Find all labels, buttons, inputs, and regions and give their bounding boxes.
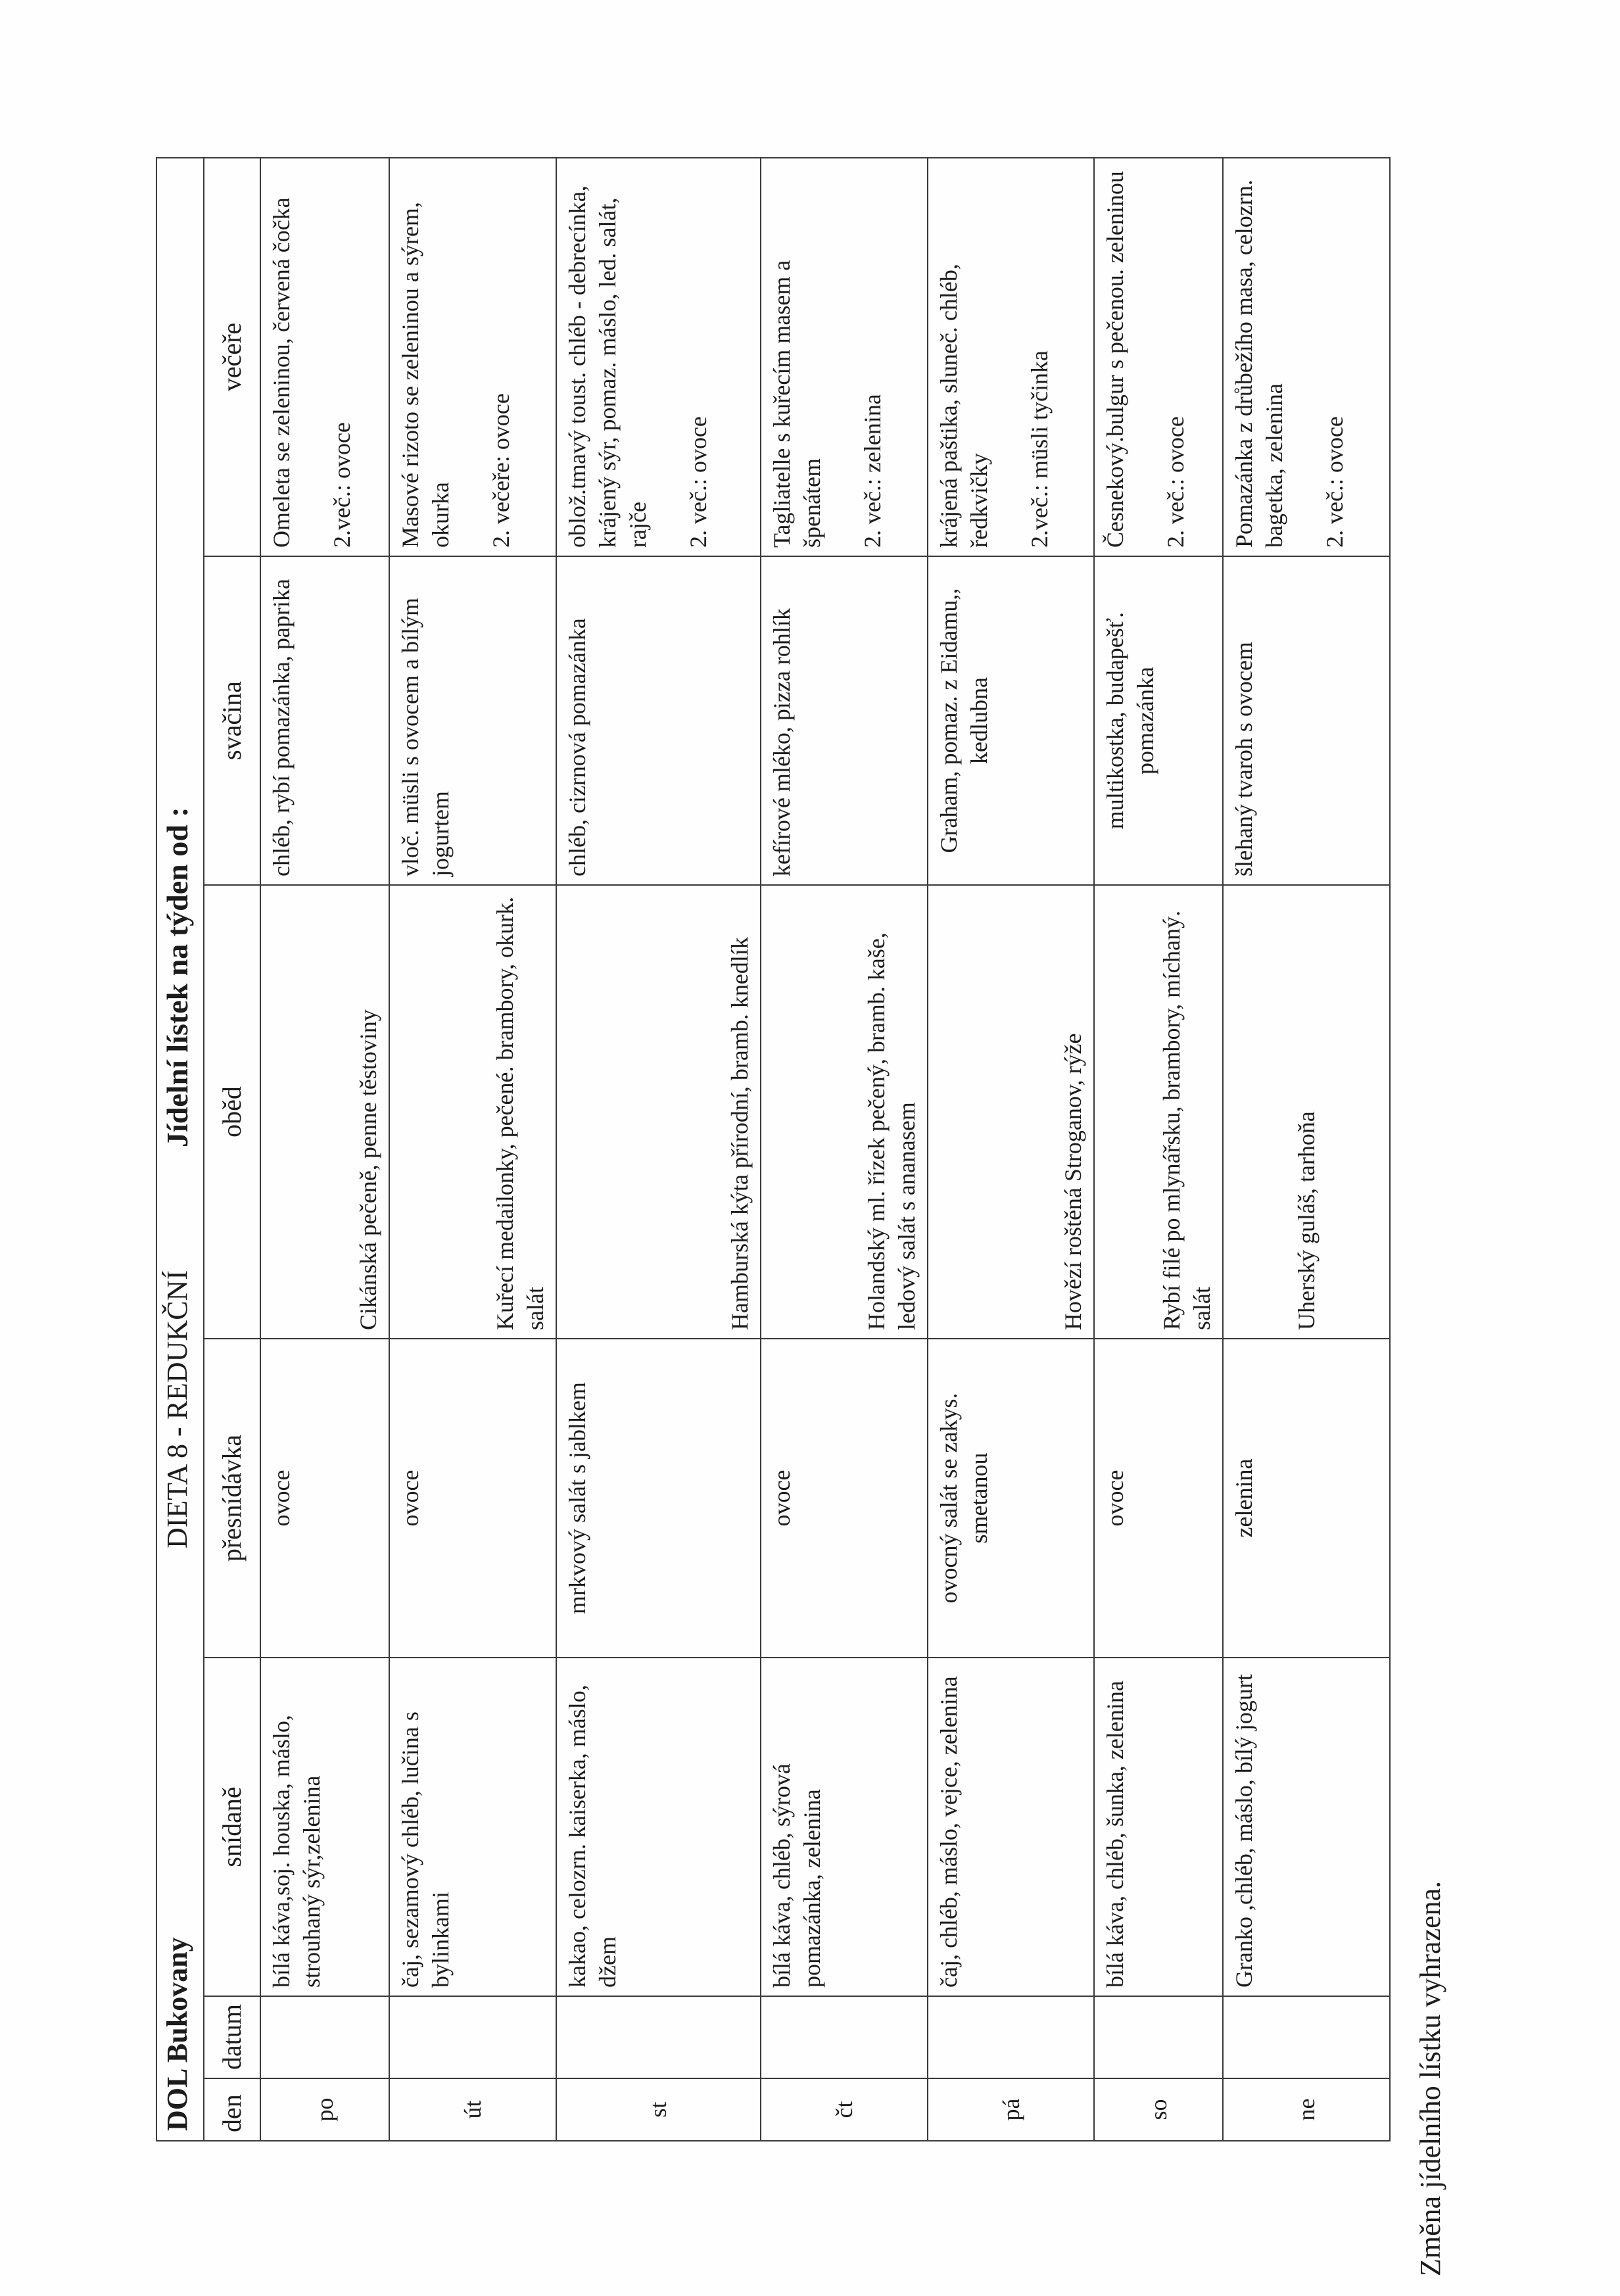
date-cell [1094, 1996, 1223, 2078]
dinner-cell [389, 158, 556, 556]
col-header-day: den [204, 2078, 260, 2141]
second-dinner: 2.več.: ovoce [329, 422, 355, 548]
dinner-main: Pomazánka z drůbežího masa, celozrn. bagetka, zelenina [1231, 179, 1288, 548]
second-dinner: 2. več.: zelenina [859, 394, 886, 548]
date-cell [556, 1996, 761, 2078]
table-row [928, 158, 1095, 2141]
breakfast-cell: bílá káva, chléb, sýrová pomazánka, zelenina [761, 1658, 928, 1996]
date-cell [928, 1996, 1095, 2078]
afternoon-snack-cell: chléb, cizrnová pomazánka [556, 556, 761, 885]
col-header-breakfast: snídaně [204, 1658, 260, 1996]
dinner-main: krájená paštika, sluneč. chléb, ředkvičky [935, 264, 992, 548]
menu-sheet [156, 158, 1391, 2141]
dinner-cell [1094, 158, 1223, 556]
lunch-cell: Uherský guláš, tarhoňa [1223, 885, 1390, 1339]
date-cell [389, 1996, 556, 2078]
breakfast-cell: Granko ,chléb, máslo, bílý jogurt [1223, 1658, 1390, 1996]
table-row [761, 158, 928, 2141]
afternoon-snack-cell: multikostka, budapešť. pomazánka [1094, 556, 1223, 885]
col-header-date: datum [204, 1996, 260, 2078]
dinner-cell [260, 158, 389, 556]
second-dinner: 2. več.: ovoce [1162, 416, 1189, 548]
diet-name: DIETA 8 - REDUKČNÍ [161, 1270, 193, 1548]
lunch-cell: Rybí filé po mlynářsku, brambory, míchaný. salát [1094, 885, 1223, 1339]
lunch-cell: Hamburská kýta přírodní, bramb. knedlík [556, 885, 761, 1339]
table-row [556, 158, 761, 2141]
col-header-lunch: oběd [204, 885, 260, 1339]
dinner-cell [928, 158, 1095, 556]
table-row [389, 158, 556, 2141]
footer-note: Změna jídelního lístku vyhrazena. [1414, 1880, 1446, 2276]
dinner-main: oblož.tmavý toust. chléb - debrecínka, krájený sýr, pomaz. máslo, led. salát, rajče [563, 185, 651, 548]
second-dinner: 2.več.: müsli tyčinka [1026, 350, 1053, 548]
date-cell [1223, 1996, 1390, 2078]
dinner-main: Česnekový.bulgur s pečenou. zeleninou [1102, 171, 1129, 548]
afternoon-snack-cell: kefírové mléko, pizza rohlík [761, 556, 928, 885]
breakfast-cell: bílá káva,soj. houska, máslo, strouhaný sýr,zelenina [260, 1658, 389, 1996]
day-cell: pá [928, 2078, 1095, 2141]
day-cell: ne [1223, 2078, 1390, 2141]
afternoon-snack-cell: šlehaný tvaroh s ovocem [1223, 556, 1390, 885]
dinner-cell [761, 158, 928, 556]
table-row [260, 158, 389, 2141]
morning-snack-cell: ovocný salát se zakys. smetanou [928, 1339, 1095, 1658]
org-name: DOL Bukovany [161, 1937, 193, 2131]
morning-snack-cell: ovoce [1094, 1339, 1223, 1658]
col-header-afternoon-snack: svačina [204, 556, 260, 885]
dinner-cell [556, 158, 761, 556]
day-cell: út [389, 2078, 556, 2141]
day-cell: po [260, 2078, 389, 2141]
table-row [1094, 158, 1223, 2141]
lunch-cell: Holandský ml. řízek pečený, bramb. kaše, ledový salát s ananasem [761, 885, 928, 1339]
document-header [156, 158, 204, 2141]
col-header-dinner: večeře [204, 158, 260, 556]
dinner-cell [1223, 158, 1390, 556]
second-dinner: 2. več.: ovoce [684, 416, 711, 548]
afternoon-snack-cell: vloč. müsli s ovocem a bílým jogurtem [389, 556, 556, 885]
morning-snack-cell: ovoce [389, 1339, 556, 1658]
dinner-main: Omeleta se zeleninou, červená čočka [268, 197, 295, 548]
breakfast-cell: čaj, sezamový chléb, lučina s bylinkami [389, 1658, 556, 1996]
lunch-cell: Kuřecí medailonky, pečené. brambory, okurk. salát [389, 885, 556, 1339]
morning-snack-cell: mrkvový salát s jablkem [556, 1339, 761, 1658]
date-cell [260, 1996, 389, 2078]
breakfast-cell: čaj, chléb, máslo, vejce, zelenina [928, 1658, 1095, 1996]
dinner-main: Tagliatelle s kuřecím masem a špenátem [769, 260, 826, 548]
menu-table [156, 157, 1391, 2141]
afternoon-snack-cell: chléb, rybí pomazánka, paprika [260, 556, 389, 885]
morning-snack-cell: ovoce [260, 1339, 389, 1658]
second-dinner: 2. večeře: ovoce [487, 393, 514, 548]
date-cell [761, 1996, 928, 2078]
breakfast-cell: kakao, celozrn. kaiserka, máslo, džem [556, 1658, 761, 1996]
col-header-morning-snack: přesnídávka [204, 1339, 260, 1658]
morning-snack-cell: ovoce [761, 1339, 928, 1658]
day-cell: st [556, 2078, 761, 2141]
lunch-cell: Cikánská pečeně, penne těstoviny [260, 885, 389, 1339]
table-row [1223, 158, 1390, 2141]
day-cell: čt [761, 2078, 928, 2141]
afternoon-snack-cell: Graham, pomaz. z Eidamu,, kedlubna [928, 556, 1095, 885]
second-dinner: 2. več.: ovoce [1322, 416, 1348, 548]
page-title: Jídelní lístek na týden od : [160, 807, 194, 1147]
dinner-main: Masové rizoto se zeleninou a sýrem, okurka [396, 202, 454, 548]
morning-snack-cell: zelenina [1223, 1339, 1390, 1658]
lunch-cell: Hovězí roštěná Stroganov, rýže [928, 885, 1095, 1339]
column-header-row [204, 158, 260, 2141]
breakfast-cell: bílá káva, chléb, šunka, zelenina [1094, 1658, 1223, 1996]
day-cell: so [1094, 2078, 1223, 2141]
